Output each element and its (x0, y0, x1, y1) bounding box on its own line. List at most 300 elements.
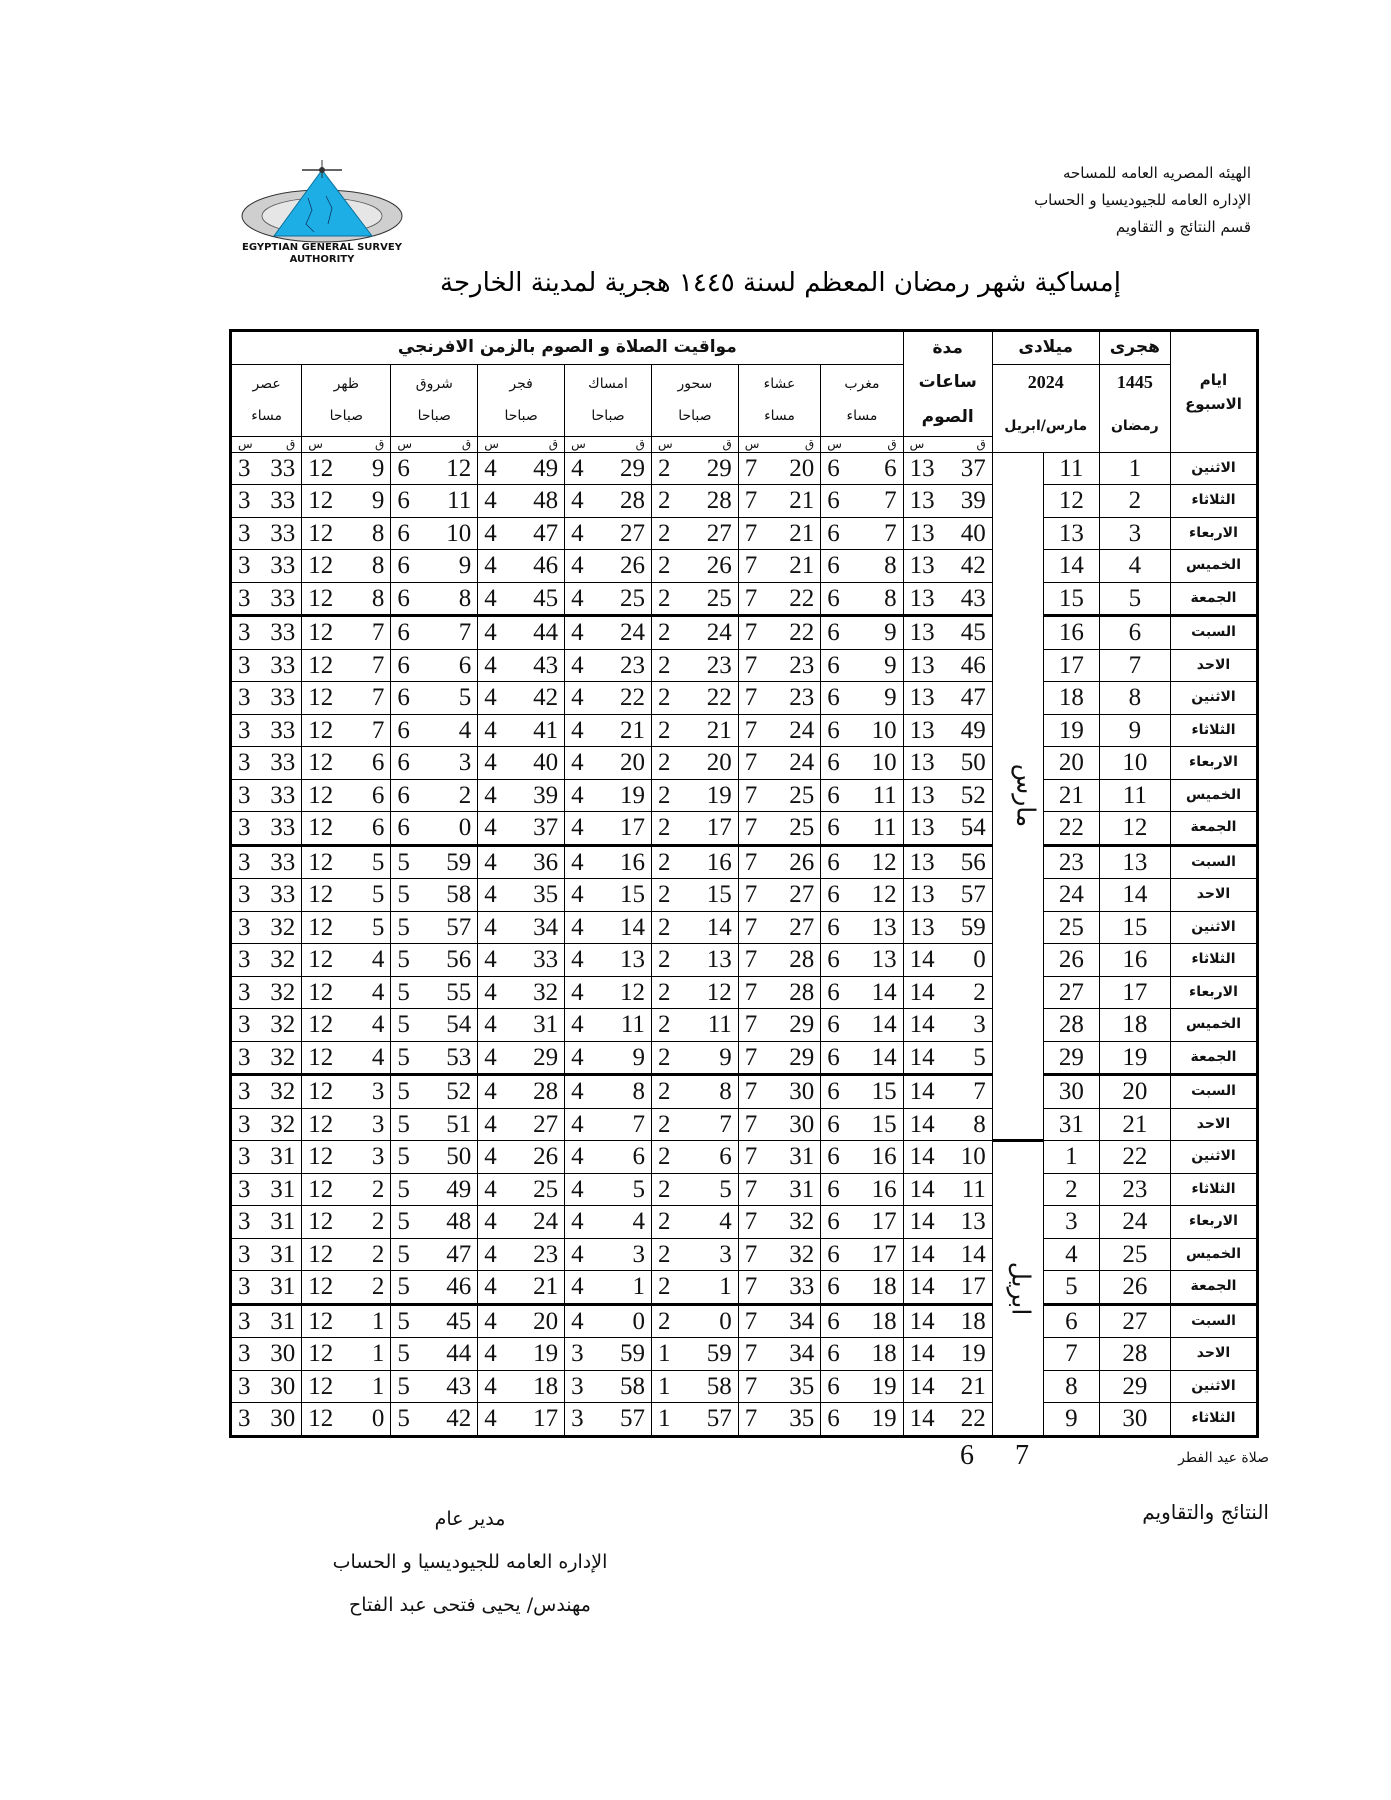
asr-hour: 3 (231, 911, 258, 944)
sunrise-minute: 4 (429, 714, 478, 747)
dhuhr-hour: 12 (302, 485, 340, 518)
maghrib-minute: 10 (859, 747, 904, 780)
sunrise-minute: 0 (429, 812, 478, 846)
dhuhr-hour: 12 (302, 1338, 340, 1371)
dhuhr-minute: 5 (340, 911, 391, 944)
isha-hour: 7 (738, 1009, 776, 1042)
asr-minute: 33 (257, 747, 302, 780)
asr-hour: 3 (231, 1173, 258, 1206)
fajr-minute: 34 (516, 911, 565, 944)
sunrise-minute: 42 (429, 1403, 478, 1437)
fast-minute: 37 (948, 452, 993, 485)
fast-hour: 14 (903, 1238, 948, 1271)
fajr-hour: 4 (478, 1338, 516, 1371)
signature-name: مهندس/ يحيى فتحى عبد الفتاح (349, 1594, 591, 1616)
hijri-day: 30 (1099, 1403, 1170, 1437)
logo-text-authority: AUTHORITY (289, 254, 355, 265)
fast-hour: 13 (903, 845, 948, 879)
imsak-minute: 22 (602, 682, 651, 715)
weekday-name: السبت (1170, 845, 1257, 879)
fajr-minute: 40 (516, 747, 565, 780)
fast-hour: 14 (903, 1271, 948, 1305)
suhoor-hour: 2 (651, 582, 689, 616)
table-row (231, 1141, 1258, 1174)
hijri-day: 15 (1099, 911, 1170, 944)
fast-minute: 40 (948, 517, 993, 550)
gregorian-year: 2024 (992, 364, 1099, 400)
maghrib-hour: 6 (821, 1075, 859, 1109)
imsak-hour: 4 (565, 550, 603, 583)
suhoor-minute: 7 (689, 1108, 738, 1141)
column-header-name: سحور (651, 364, 738, 400)
maghrib-hour: 6 (821, 779, 859, 812)
fast-hour: 13 (903, 812, 948, 846)
weekday-name: الاربعاء (1170, 517, 1257, 550)
imsak-minute: 14 (602, 911, 651, 944)
table-row (231, 779, 1258, 812)
hour-unit-label: س (651, 436, 689, 452)
asr-hour: 3 (231, 485, 258, 518)
suhoor-minute: 13 (689, 944, 738, 977)
gregorian-day: 26 (1044, 944, 1100, 977)
hijri-day: 18 (1099, 1009, 1170, 1042)
fast-minute: 13 (948, 1206, 993, 1239)
sunrise-minute: 58 (429, 879, 478, 912)
sunrise-hour: 6 (391, 616, 429, 650)
fajr-minute: 26 (516, 1141, 565, 1174)
fast-minute: 18 (948, 1304, 993, 1338)
fast-minute: 54 (948, 812, 993, 846)
asr-hour: 3 (231, 944, 258, 977)
suhoor-minute: 5 (689, 1173, 738, 1206)
imsak-hour: 4 (565, 779, 603, 812)
isha-hour: 7 (738, 1173, 776, 1206)
dhuhr-hour: 12 (302, 911, 340, 944)
fast-hour: 13 (903, 517, 948, 550)
dhuhr-minute: 7 (340, 682, 391, 715)
gregorian-day: 19 (1044, 714, 1100, 747)
logo-text-en: EGYPTIAN GENERAL SURVEY (242, 242, 402, 253)
signature-block (220, 1498, 720, 1627)
gregorian-day: 15 (1044, 582, 1100, 616)
asr-minute: 33 (257, 812, 302, 846)
imsak-minute: 8 (602, 1075, 651, 1109)
maghrib-hour: 6 (821, 714, 859, 747)
isha-hour: 7 (738, 485, 776, 518)
gregorian-day: 13 (1044, 517, 1100, 550)
maghrib-hour: 6 (821, 485, 859, 518)
maghrib-hour: 6 (821, 812, 859, 846)
suhoor-minute: 1 (689, 1271, 738, 1305)
table-row (231, 1304, 1258, 1338)
isha-minute: 31 (776, 1141, 821, 1174)
asr-minute: 30 (257, 1370, 302, 1403)
isha-hour: 7 (738, 747, 776, 780)
fast-hour: 14 (903, 1075, 948, 1109)
asr-minute: 33 (257, 649, 302, 682)
sunrise-minute: 43 (429, 1370, 478, 1403)
isha-minute: 29 (776, 1009, 821, 1042)
maghrib-minute: 11 (859, 812, 904, 846)
month-label-march (992, 452, 1043, 1141)
gregorian-day: 16 (1044, 616, 1100, 650)
dhuhr-minute: 5 (340, 845, 391, 879)
fajr-hour: 4 (478, 649, 516, 682)
maghrib-minute: 10 (859, 714, 904, 747)
suhoor-hour: 2 (651, 1173, 689, 1206)
dhuhr-hour: 12 (302, 1141, 340, 1174)
fajr-hour: 4 (478, 1173, 516, 1206)
column-header-period: مساء (821, 400, 903, 436)
fast-minute: 17 (948, 1271, 993, 1305)
gregorian-day: 25 (1044, 911, 1100, 944)
table-row (231, 1173, 1258, 1206)
maghrib-hour: 6 (821, 1238, 859, 1271)
fast-minute: 49 (948, 714, 993, 747)
fajr-minute: 23 (516, 1238, 565, 1271)
fajr-minute: 39 (516, 779, 565, 812)
maghrib-minute: 19 (859, 1403, 904, 1437)
fajr-hour: 4 (478, 911, 516, 944)
table-row (231, 879, 1258, 912)
sunrise-hour: 6 (391, 682, 429, 715)
isha-minute: 34 (776, 1338, 821, 1371)
sunrise-hour: 5 (391, 976, 429, 1009)
fajr-minute: 47 (516, 517, 565, 550)
imsak-hour: 4 (565, 485, 603, 518)
fajr-hour: 4 (478, 1075, 516, 1109)
egyptian-survey-authority-logo (222, 158, 422, 268)
imsak-hour: 3 (565, 1338, 603, 1371)
column-header-name: عشاء (738, 364, 820, 400)
asr-hour: 3 (231, 714, 258, 747)
imsak-hour: 4 (565, 879, 603, 912)
asr-minute: 33 (257, 682, 302, 715)
dhuhr-minute: 8 (340, 582, 391, 616)
fast-minute: 2 (948, 976, 993, 1009)
column-header-period: مساء (738, 400, 820, 436)
fast-hour: 14 (903, 944, 948, 977)
suhoor-minute: 8 (689, 1075, 738, 1109)
fajr-minute: 21 (516, 1271, 565, 1305)
fajr-hour: 4 (478, 1370, 516, 1403)
maghrib-minute: 19 (859, 1370, 904, 1403)
maghrib-hour: 6 (821, 1304, 859, 1338)
suhoor-minute: 19 (689, 779, 738, 812)
imsak-minute: 21 (602, 714, 651, 747)
isha-hour: 7 (738, 1238, 776, 1271)
imsak-minute: 59 (602, 1338, 651, 1371)
hour-unit-label: س (478, 436, 516, 452)
isha-hour: 7 (738, 1370, 776, 1403)
dhuhr-hour: 12 (302, 1206, 340, 1239)
sunrise-hour: 6 (391, 649, 429, 682)
fast-hour: 13 (903, 714, 948, 747)
fast-minute: 56 (948, 845, 993, 879)
sunrise-hour: 5 (391, 1206, 429, 1239)
fajr-hour: 4 (478, 452, 516, 485)
imsak-hour: 4 (565, 976, 603, 1009)
isha-minute: 25 (776, 779, 821, 812)
hour-unit-label: س (231, 436, 258, 452)
suhoor-minute: 57 (689, 1403, 738, 1437)
weekday-name: السبت (1170, 1075, 1257, 1109)
hijri-day: 9 (1099, 714, 1170, 747)
imsak-hour: 4 (565, 1075, 603, 1109)
gregorian-day: 12 (1044, 485, 1100, 518)
table-row (231, 649, 1258, 682)
sunrise-hour: 5 (391, 1108, 429, 1141)
gregorian-day: 31 (1044, 1108, 1100, 1141)
eid-prayer-label: صلاة عيد الفطر (1178, 1450, 1269, 1466)
suhoor-minute: 14 (689, 911, 738, 944)
hijri-day: 5 (1099, 582, 1170, 616)
minute-unit-label: ق (340, 436, 391, 452)
suhoor-minute: 21 (689, 714, 738, 747)
weekday-name: الجمعة (1170, 812, 1257, 846)
hijri-day: 6 (1099, 616, 1170, 650)
weekday-name: الاربعاء (1170, 1206, 1257, 1239)
isha-hour: 7 (738, 1206, 776, 1239)
imsak-hour: 3 (565, 1403, 603, 1437)
dhuhr-minute: 2 (340, 1173, 391, 1206)
dhuhr-minute: 0 (340, 1403, 391, 1437)
hijri-day: 27 (1099, 1304, 1170, 1338)
isha-hour: 7 (738, 1403, 776, 1437)
gregorian-day: 3 (1044, 1206, 1100, 1239)
weekday-name: الاحد (1170, 1108, 1257, 1141)
minute-unit-label: ق (948, 436, 993, 452)
isha-hour: 7 (738, 1271, 776, 1305)
imsak-minute: 12 (602, 976, 651, 1009)
suhoor-minute: 11 (689, 1009, 738, 1042)
maghrib-hour: 6 (821, 944, 859, 977)
asr-hour: 3 (231, 879, 258, 912)
suhoor-minute: 27 (689, 517, 738, 550)
fast-minute: 0 (948, 944, 993, 977)
fajr-minute: 31 (516, 1009, 565, 1042)
sunrise-minute: 54 (429, 1009, 478, 1042)
imsak-hour: 4 (565, 944, 603, 977)
maghrib-minute: 6 (859, 452, 904, 485)
dhuhr-hour: 12 (302, 1238, 340, 1271)
isha-hour: 7 (738, 1338, 776, 1371)
sunrise-hour: 5 (391, 1075, 429, 1109)
fast-minute: 43 (948, 582, 993, 616)
suhoor-hour: 2 (651, 1206, 689, 1239)
suhoor-minute: 12 (689, 976, 738, 1009)
suhoor-hour: 2 (651, 1108, 689, 1141)
gregorian-day: 24 (1044, 879, 1100, 912)
dhuhr-hour: 12 (302, 550, 340, 583)
table-row (231, 452, 1258, 485)
table-row (231, 616, 1258, 650)
sunrise-minute: 53 (429, 1041, 478, 1075)
fajr-minute: 27 (516, 1108, 565, 1141)
prayer-times-group-header: مواقيت الصلاة و الصوم بالزمن الافرنجي (231, 331, 904, 365)
fast-minute: 21 (948, 1370, 993, 1403)
hour-unit-label: س (738, 436, 776, 452)
org-department: الإداره العامه للجيوديسيا و الحساب (1034, 191, 1251, 209)
department-label: النتائج والتقاويم (1142, 1500, 1269, 1524)
suhoor-hour: 2 (651, 452, 689, 485)
asr-minute: 32 (257, 1041, 302, 1075)
imsak-minute: 9 (602, 1041, 651, 1075)
hijri-day: 20 (1099, 1075, 1170, 1109)
imsak-minute: 57 (602, 1403, 651, 1437)
gregorian-day: 2 (1044, 1173, 1100, 1206)
hijri-day: 4 (1099, 550, 1170, 583)
fajr-minute: 37 (516, 812, 565, 846)
asr-minute: 30 (257, 1338, 302, 1371)
suhoor-minute: 15 (689, 879, 738, 912)
fast-hour: 13 (903, 879, 948, 912)
fajr-minute: 20 (516, 1304, 565, 1338)
maghrib-hour: 6 (821, 649, 859, 682)
asr-minute: 30 (257, 1403, 302, 1437)
sunrise-hour: 6 (391, 452, 429, 485)
asr-hour: 3 (231, 1009, 258, 1042)
fast-minute: 14 (948, 1238, 993, 1271)
month-label-text: ابريل (1006, 1261, 1034, 1316)
asr-hour: 3 (231, 747, 258, 780)
fajr-minute: 45 (516, 582, 565, 616)
dhuhr-minute: 5 (340, 879, 391, 912)
dhuhr-hour: 12 (302, 812, 340, 846)
suhoor-minute: 29 (689, 452, 738, 485)
sunrise-minute: 8 (429, 582, 478, 616)
table-row (231, 485, 1258, 518)
dhuhr-hour: 12 (302, 1075, 340, 1109)
gregorian-day: 14 (1044, 550, 1100, 583)
column-header-name: عصر (231, 364, 302, 400)
maghrib-minute: 18 (859, 1271, 904, 1305)
isha-hour: 7 (738, 911, 776, 944)
sunrise-hour: 6 (391, 714, 429, 747)
imsak-hour: 4 (565, 812, 603, 846)
month-label-text: مارس (1011, 763, 1039, 828)
isha-hour: 7 (738, 1304, 776, 1338)
table-row (231, 976, 1258, 1009)
fast-hour: 14 (903, 1403, 948, 1437)
weekday-name: الاثنين (1170, 1370, 1257, 1403)
eid-prayer-minute: 6 (960, 1440, 974, 1471)
isha-minute: 27 (776, 879, 821, 912)
column-header-name: ظهر (302, 364, 391, 400)
fast-minute: 46 (948, 649, 993, 682)
sunrise-hour: 5 (391, 1338, 429, 1371)
asr-hour: 3 (231, 1304, 258, 1338)
sunrise-minute: 3 (429, 747, 478, 780)
weekday-name: الاثنين (1170, 911, 1257, 944)
table-row (231, 582, 1258, 616)
gregorian-day: 1 (1044, 1141, 1100, 1174)
isha-minute: 24 (776, 714, 821, 747)
asr-hour: 3 (231, 616, 258, 650)
weekday-name: السبت (1170, 1304, 1257, 1338)
maghrib-minute: 16 (859, 1141, 904, 1174)
fast-hour: 13 (903, 452, 948, 485)
isha-minute: 25 (776, 812, 821, 846)
sunrise-hour: 5 (391, 1141, 429, 1174)
suhoor-hour: 2 (651, 1238, 689, 1271)
signature-title: مدير عام (434, 1508, 506, 1530)
asr-hour: 3 (231, 779, 258, 812)
gregorian-day: 17 (1044, 649, 1100, 682)
fajr-hour: 4 (478, 1304, 516, 1338)
dhuhr-minute: 8 (340, 517, 391, 550)
table-row (231, 1041, 1258, 1075)
gregorian-day: 18 (1044, 682, 1100, 715)
imsak-minute: 15 (602, 879, 651, 912)
sunrise-minute: 5 (429, 682, 478, 715)
suhoor-hour: 2 (651, 1075, 689, 1109)
sunrise-hour: 5 (391, 944, 429, 977)
hijri-day: 7 (1099, 649, 1170, 682)
isha-minute: 20 (776, 452, 821, 485)
dhuhr-hour: 12 (302, 1173, 340, 1206)
dhuhr-minute: 1 (340, 1338, 391, 1371)
maghrib-hour: 6 (821, 1108, 859, 1141)
isha-minute: 29 (776, 1041, 821, 1075)
imsak-hour: 4 (565, 452, 603, 485)
sunrise-hour: 5 (391, 1304, 429, 1338)
isha-hour: 7 (738, 944, 776, 977)
isha-hour: 7 (738, 976, 776, 1009)
hijri-day: 25 (1099, 1238, 1170, 1271)
asr-minute: 33 (257, 779, 302, 812)
suhoor-hour: 2 (651, 779, 689, 812)
fast-hour: 13 (903, 550, 948, 583)
fast-minute: 50 (948, 747, 993, 780)
dhuhr-hour: 12 (302, 879, 340, 912)
fast-minute: 5 (948, 1041, 993, 1075)
imsak-minute: 29 (602, 452, 651, 485)
isha-hour: 7 (738, 550, 776, 583)
isha-minute: 26 (776, 845, 821, 879)
sunrise-minute: 45 (429, 1304, 478, 1338)
isha-hour: 7 (738, 1141, 776, 1174)
isha-hour: 7 (738, 845, 776, 879)
imsak-minute: 19 (602, 779, 651, 812)
asr-hour: 3 (231, 1075, 258, 1109)
suhoor-minute: 24 (689, 616, 738, 650)
asr-minute: 33 (257, 616, 302, 650)
weekday-name: الثلاثاء (1170, 1403, 1257, 1437)
weekday-name: الثلاثاء (1170, 714, 1257, 747)
suhoor-minute: 58 (689, 1370, 738, 1403)
maghrib-hour: 6 (821, 1370, 859, 1403)
asr-minute: 31 (257, 1206, 302, 1239)
imsak-minute: 27 (602, 517, 651, 550)
maghrib-minute: 14 (859, 976, 904, 1009)
fast-hour: 13 (903, 747, 948, 780)
fast-minute: 52 (948, 779, 993, 812)
table-row (231, 517, 1258, 550)
dhuhr-hour: 12 (302, 747, 340, 780)
maghrib-hour: 6 (821, 550, 859, 583)
maghrib-hour: 6 (821, 517, 859, 550)
suhoor-minute: 25 (689, 582, 738, 616)
maghrib-minute: 16 (859, 1173, 904, 1206)
asr-hour: 3 (231, 1206, 258, 1239)
asr-minute: 33 (257, 485, 302, 518)
dhuhr-hour: 12 (302, 1271, 340, 1305)
hijri-day: 1 (1099, 452, 1170, 485)
weekday-name: الاحد (1170, 649, 1257, 682)
asr-hour: 3 (231, 682, 258, 715)
dhuhr-minute: 7 (340, 649, 391, 682)
